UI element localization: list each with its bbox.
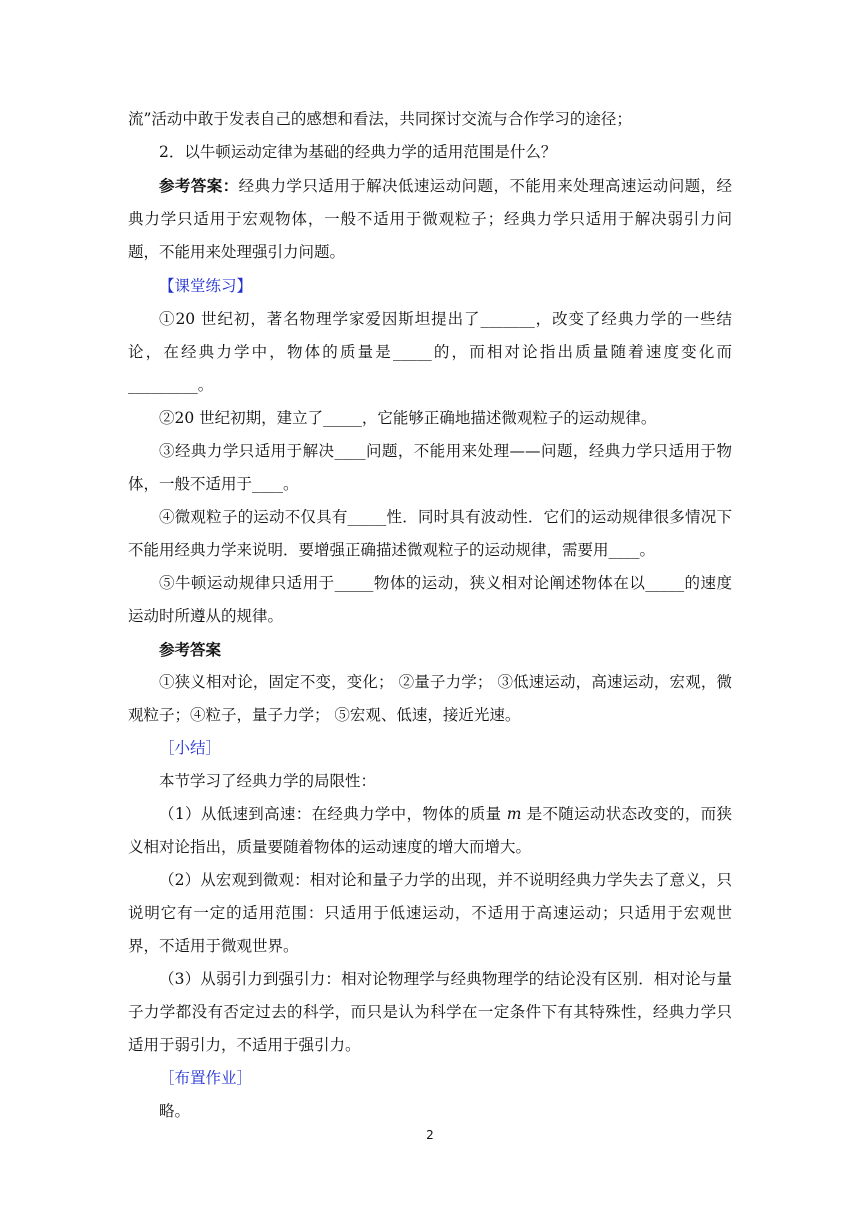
reference-answer-paragraph bbox=[128, 169, 732, 269]
summary-point-3: （3）从弱引力到强引力：相对论物理学与经典物理学的结论没有区别．相对论与量子力学都没有否定过去的科学，而只是认为科学在一定条件下有其特殊性，经典力学只适用于弱引力，不适用于强引力。 bbox=[128, 970, 732, 1054]
summary-intro: 本节学习了经典力学的局限性： bbox=[159, 772, 377, 790]
practice-question-2: ②20 世纪初期，建立了_____，它能够正确地描述微观粒子的运动规律。 bbox=[159, 409, 657, 427]
practice-question-1: ①20 世纪初，著名物理学家爱因斯坦提出了_______，改变了经典力学的一些结论，在经典力学中，物体的质量是_____的，而相对论指出质量随着速度变化而_________。 bbox=[128, 310, 732, 394]
summary-point-1-text-b: 是不随运动状态改变的，而狭义相对论指出，质量要随着物体的运动速度的增大而增大。 bbox=[128, 805, 732, 856]
section-heading-summary: ［小结］ bbox=[159, 739, 222, 757]
mass-symbol: m bbox=[506, 805, 522, 823]
section-heading-practice: 【课堂练习】 bbox=[159, 277, 253, 295]
page-content bbox=[128, 103, 732, 1128]
summary-point-2: （2）从宏观到微观：相对论和量子力学的出现，并不说明经典力学失去了意义，只说明它有一定的适用范围：只适用于低速运动，不适用于高速运动；只适用于宏观世界，不适用于微观世界。 bbox=[128, 871, 732, 955]
practice-question-5: ⑤牛顿运动规律只适用于_____物体的运动，狭义相对论阐述物体在以_____的速度运动时所遵从的规律。 bbox=[128, 574, 732, 625]
section-heading-homework: ［布置作业］ bbox=[159, 1069, 253, 1087]
question-2: 2．以牛顿运动定律为基础的经典力学的适用范围是什么？ bbox=[159, 143, 557, 161]
summary-point-1 bbox=[128, 798, 732, 864]
practice-question-4: ④微观粒子的运动不仅具有_____性．同时具有波动性．它们的运动规律很多情况下不能用经典力学来说明．要增强正确描述微观粒子的运动规律，需要用____。 bbox=[128, 508, 732, 559]
practice-answer-text: ①狭义相对论，固定不变，变化； ②量子力学； ③低速运动，高速运动，宏观，微观粒子；④粒子，量子力学； ⑤宏观、低速，接近光速。 bbox=[128, 673, 732, 724]
homework-text: 略。 bbox=[159, 1102, 191, 1120]
summary-point-1-text-a: （1）从低速到高速：在经典力学中，物体的质量 bbox=[159, 805, 507, 823]
paragraph-continuation: 流”活动中敢于发表自己的感想和看法，共同探讨交流与合作学习的途径； bbox=[128, 110, 632, 128]
reference-answer-label: 参考答案： bbox=[159, 176, 239, 195]
reference-answer-text: 经典力学只适用于解决低速运动问题，不能用来处理高速运动问题，经典力学只适用于宏观物体，一般不适用于微观粒子；经典力学只适用于解决弱引力问题，不能用来处理强引力问题。 bbox=[128, 177, 732, 261]
practice-question-3: ③经典力学只适用于解决____问题，不能用来处理——问题，经典力学只适用于物体，一般不适用于____。 bbox=[128, 442, 732, 493]
practice-answer-label: 参考答案 bbox=[159, 640, 222, 659]
page-number: 2 bbox=[426, 1128, 434, 1142]
